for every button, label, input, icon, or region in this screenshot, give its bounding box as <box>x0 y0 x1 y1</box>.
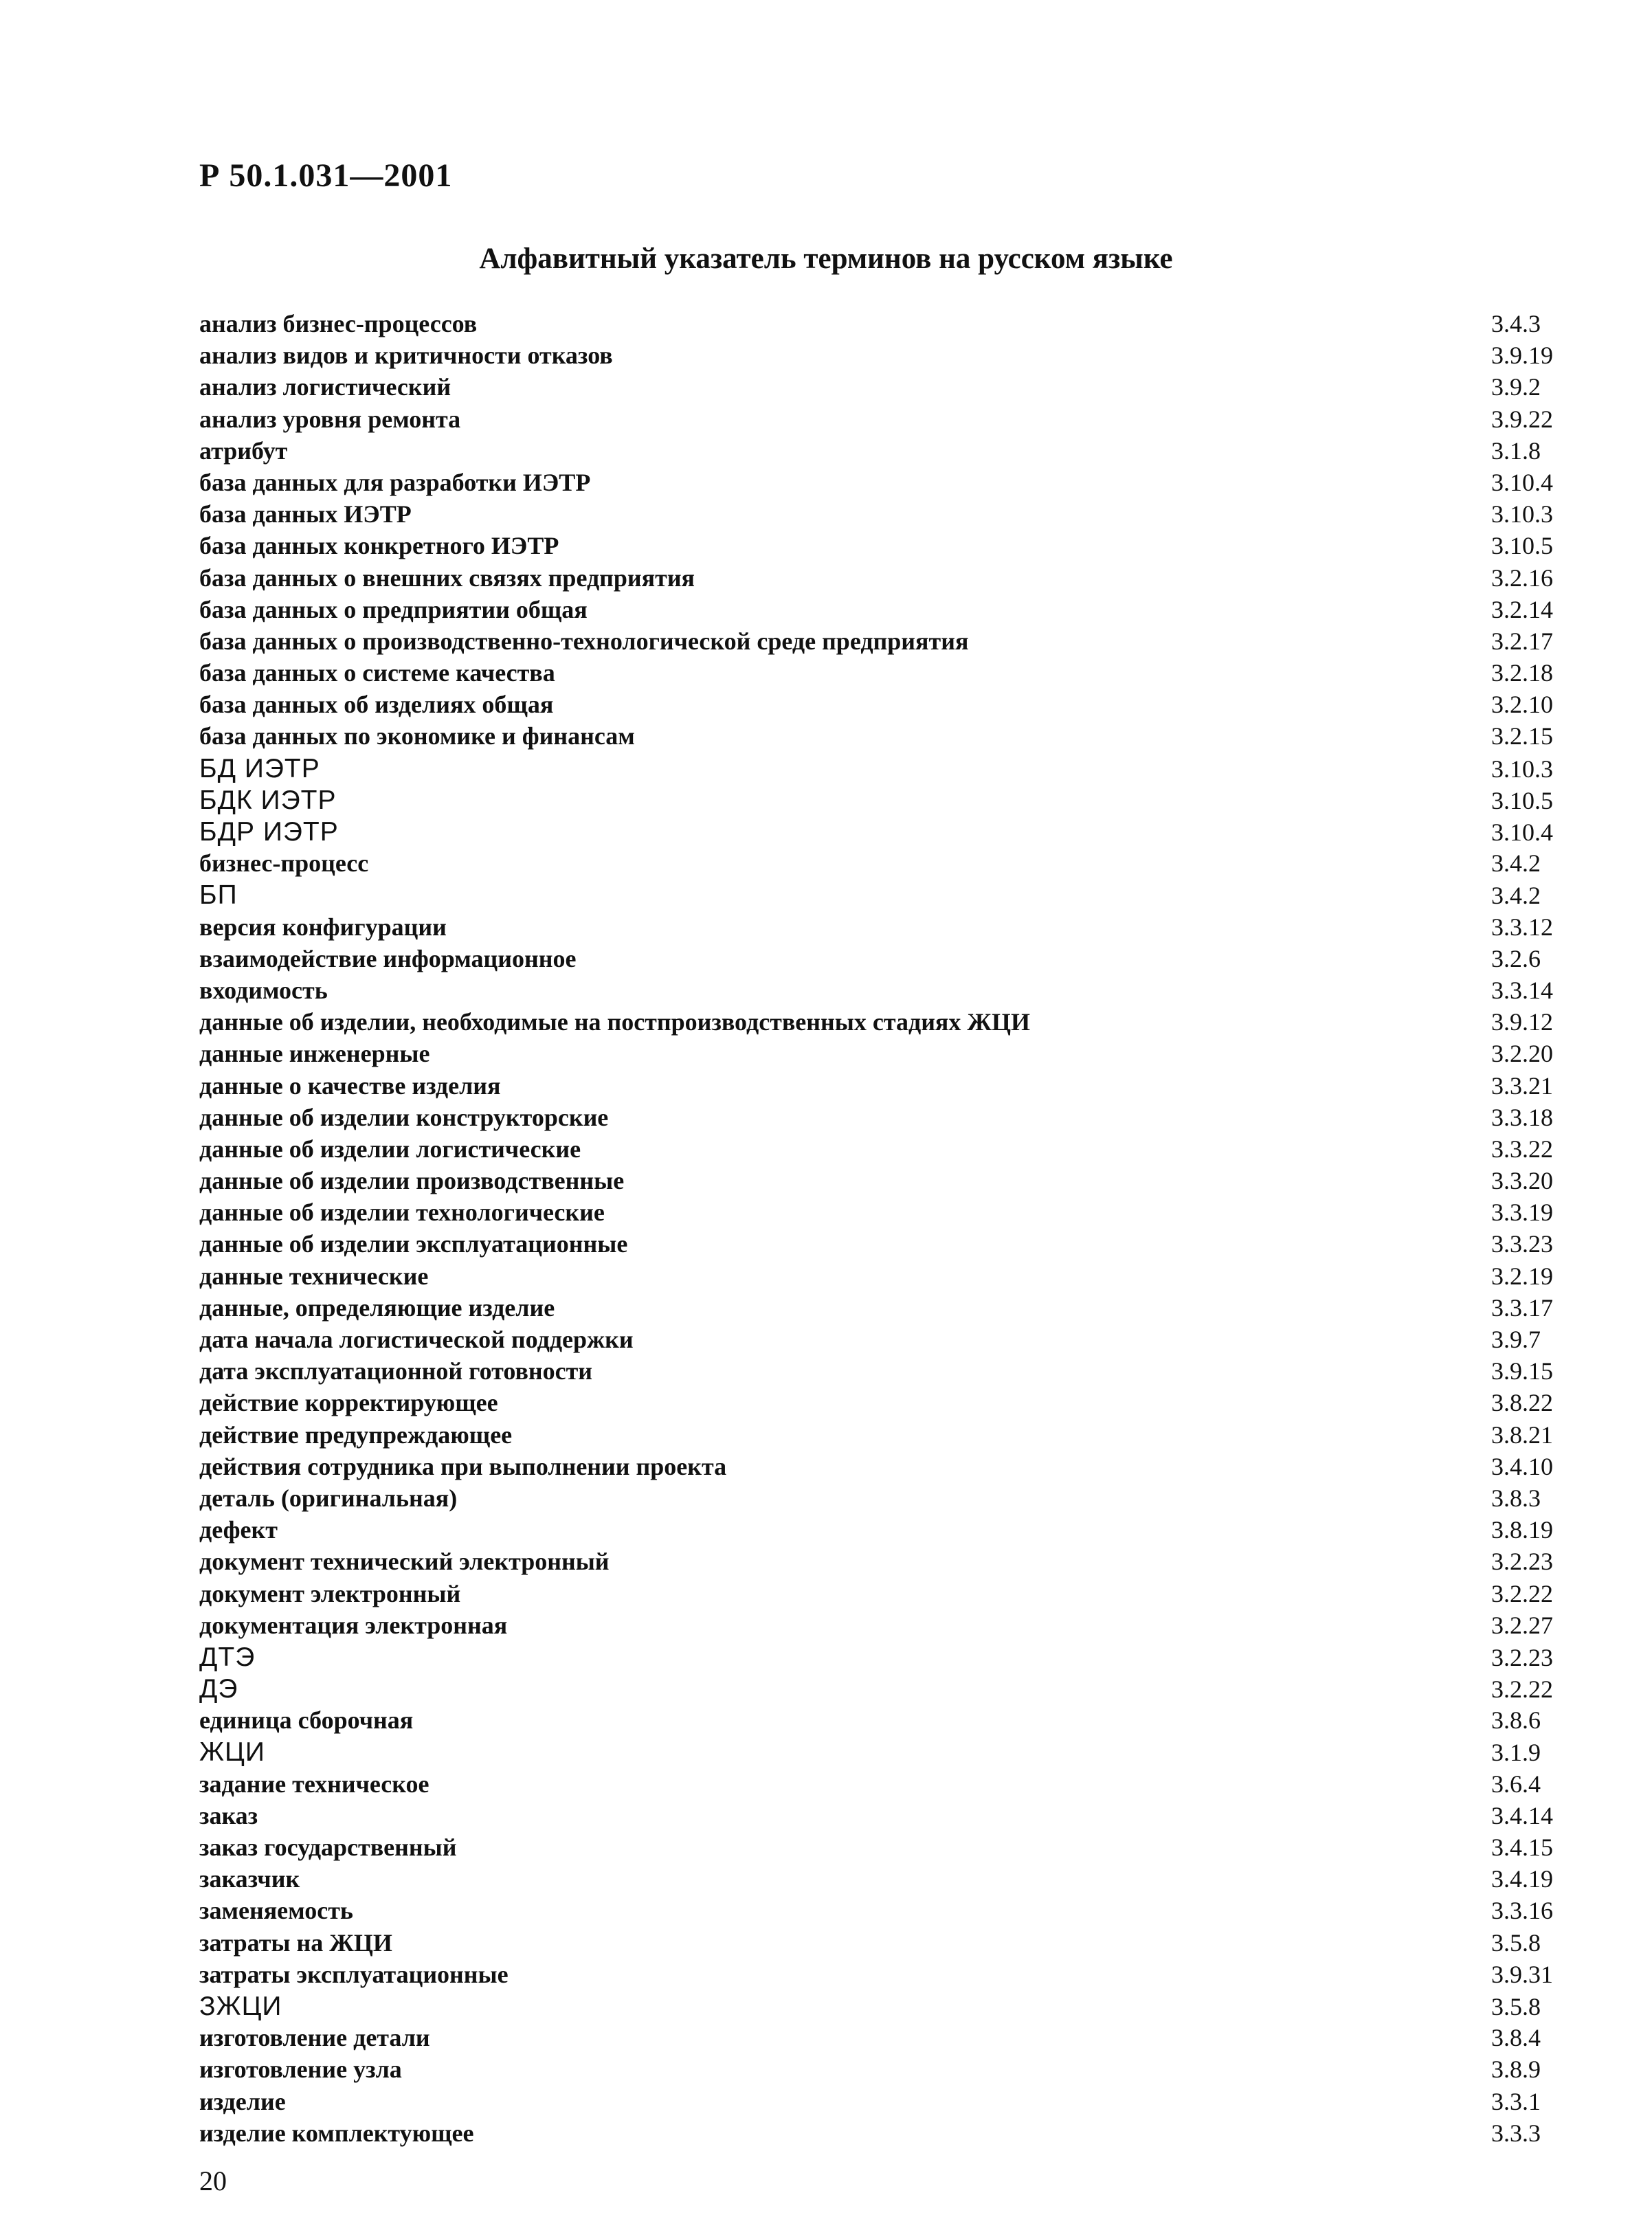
index-entry <box>199 754 1567 786</box>
index-reference: 3.4.19 <box>1491 1865 1553 1893</box>
index-term: ДЭ <box>199 1674 238 1704</box>
index-reference: 3.8.9 <box>1491 2056 1541 2084</box>
index-entry <box>199 1579 1567 1611</box>
index-entry <box>199 468 1567 500</box>
index-entry <box>199 1770 1567 1801</box>
index-entry <box>199 1896 1567 1928</box>
index-term: заменяемость <box>199 1897 353 1925</box>
index-term: база данных об изделиях общая <box>199 691 554 719</box>
index-reference: 3.4.3 <box>1491 310 1541 337</box>
index-entry <box>199 880 1567 912</box>
index-reference: 3.3.3 <box>1491 2119 1541 2147</box>
index-reference: 3.8.6 <box>1491 1706 1541 1735</box>
index-entry <box>199 1452 1567 1484</box>
index-reference: 3.5.8 <box>1491 1992 1541 2020</box>
index-reference: 3.10.4 <box>1491 468 1553 496</box>
index-entry <box>199 1706 1567 1737</box>
index-term: дата эксплуатационной готовности <box>199 1357 593 1385</box>
index-entry <box>199 1515 1567 1547</box>
index-entry <box>199 722 1567 753</box>
index-reference: 3.9.2 <box>1491 373 1541 401</box>
index-reference: 3.3.14 <box>1491 976 1553 1004</box>
index-term: изготовление узла <box>199 2056 402 2084</box>
index-reference: 3.2.19 <box>1491 1262 1553 1290</box>
index-entry <box>199 1293 1567 1325</box>
index-entry <box>199 1737 1567 1769</box>
index-entry <box>199 1039 1567 1071</box>
index-term: версия конфигурации <box>199 913 447 941</box>
index-entry <box>199 1928 1567 1960</box>
index-reference: 3.3.12 <box>1491 913 1553 941</box>
index-term: данные об изделии производственные <box>199 1167 625 1195</box>
index-entry <box>199 1992 1567 2023</box>
index-reference: 3.9.15 <box>1491 1357 1553 1385</box>
index-entry <box>199 1388 1567 1420</box>
index-reference: 3.2.18 <box>1491 659 1553 687</box>
index-term: дефект <box>199 1516 278 1544</box>
index-term: действие корректирующее <box>199 1389 498 1417</box>
index-title: Алфавитный указатель терминов на русском языке <box>479 243 1173 275</box>
index-term: анализ логистический <box>199 373 451 401</box>
index-term: заказ <box>199 1801 258 1829</box>
index-term: взаимодействие информационное <box>199 944 577 972</box>
index-reference: 3.3.19 <box>1491 1199 1553 1227</box>
index-reference: 3.4.10 <box>1491 1452 1553 1480</box>
index-reference: 3.9.31 <box>1491 1960 1553 1988</box>
index-entry <box>199 564 1567 595</box>
index-entry <box>199 1484 1567 1515</box>
index-reference: 3.8.4 <box>1491 2024 1541 2052</box>
index-reference: 3.5.8 <box>1491 1928 1541 1957</box>
index-term: заказчик <box>199 1865 300 1893</box>
index-reference: 3.9.19 <box>1491 342 1553 370</box>
index-reference: 3.2.23 <box>1491 1548 1553 1576</box>
index-entry <box>199 2087 1567 2119</box>
index-entry <box>199 976 1567 1007</box>
index-entry <box>199 1262 1567 1293</box>
index-reference: 3.4.2 <box>1491 849 1541 878</box>
index-entry <box>199 1421 1567 1452</box>
index-reference: 3.3.20 <box>1491 1167 1553 1195</box>
index-term: изготовление детали <box>199 2024 430 2052</box>
index-term: база данных о внешних связях предприятия <box>199 564 695 592</box>
index-reference: 3.10.3 <box>1491 500 1553 528</box>
index-reference: 3.2.17 <box>1491 627 1553 655</box>
index-reference: 3.2.20 <box>1491 1040 1553 1068</box>
index-term: данные о качестве изделия <box>199 1071 501 1100</box>
index-term: ЖЦИ <box>199 1737 265 1768</box>
index-reference: 3.10.3 <box>1491 755 1553 783</box>
index-reference: 3.3.1 <box>1491 2087 1541 2115</box>
index-term: БП <box>199 880 238 911</box>
index-reference: 3.8.19 <box>1491 1516 1553 1544</box>
index-reference: 3.4.14 <box>1491 1801 1553 1829</box>
index-entry <box>199 1325 1567 1357</box>
index-entry <box>199 1864 1567 1896</box>
index-term: база данных по экономике и финансам <box>199 722 635 750</box>
index-entry <box>199 405 1567 436</box>
index-entry <box>199 500 1567 531</box>
index-entry <box>199 627 1567 658</box>
index-term: база данных о предприятии общая <box>199 595 588 623</box>
index-term: данные инженерные <box>199 1040 430 1068</box>
index-term: анализ видов и критичности отказов <box>199 342 613 370</box>
index-term: документ электронный <box>199 1579 461 1607</box>
index-reference: 3.2.23 <box>1491 1643 1553 1671</box>
index-reference: 3.9.7 <box>1491 1326 1541 1353</box>
index-entry <box>199 1071 1567 1103</box>
index-term: анализ уровня ремонта <box>199 405 461 433</box>
index-reference: 3.3.23 <box>1491 1230 1553 1258</box>
index-term: данные об изделии технологические <box>199 1199 605 1227</box>
index-term: изделие <box>199 2087 286 2115</box>
index-entry <box>199 849 1567 880</box>
index-term: действие предупреждающее <box>199 1421 513 1449</box>
index-term: данные технические <box>199 1262 429 1290</box>
index-term: БДР ИЭТР <box>199 817 339 847</box>
index-term: данные об изделии, необходимые на постпроизводственных стадиях ЖЦИ <box>199 1008 1031 1036</box>
index-entry <box>199 531 1567 563</box>
index-reference: 3.2.14 <box>1491 595 1553 623</box>
index-entry <box>199 309 1567 341</box>
index-term: БДК ИЭТР <box>199 785 337 815</box>
index-entry <box>199 1007 1567 1039</box>
index-term: документ технический электронный <box>199 1548 610 1576</box>
index-term: ЗЖЦИ <box>199 1991 282 2021</box>
index-reference: 3.1.9 <box>1491 1739 1541 1767</box>
index-reference: 3.1.8 <box>1491 436 1541 465</box>
index-term: БД ИЭТР <box>199 753 320 783</box>
index-entry <box>199 817 1567 849</box>
index-entry <box>199 1801 1567 1833</box>
index-reference: 3.3.22 <box>1491 1135 1553 1163</box>
index-reference: 3.3.17 <box>1491 1293 1553 1322</box>
index-term: база данных для разработки ИЭТР <box>199 468 591 496</box>
index-term: данные, определяющие изделие <box>199 1293 555 1322</box>
index-reference: 3.10.5 <box>1491 786 1553 814</box>
index-reference: 3.4.2 <box>1491 882 1541 910</box>
index-term: затраты на ЖЦИ <box>199 1928 392 1957</box>
index-entry <box>199 1166 1567 1198</box>
index-term: атрибут <box>199 436 288 465</box>
index-reference: 3.2.10 <box>1491 691 1553 719</box>
index-reference: 3.2.22 <box>1491 1675 1553 1704</box>
index-entry <box>199 1833 1567 1864</box>
index-term: данные об изделии эксплуатационные <box>199 1230 628 1258</box>
index-term: действия сотрудника при выполнении проекта <box>199 1452 727 1480</box>
index-reference: 3.10.5 <box>1491 532 1553 560</box>
index-term: ДТЭ <box>199 1642 256 1672</box>
index-entry <box>199 1103 1567 1135</box>
index-term: задание техническое <box>199 1770 429 1798</box>
index-reference: 3.8.22 <box>1491 1389 1553 1417</box>
index-term: база данных о производственно-технологической среде предприятия <box>199 627 969 655</box>
index-reference: 3.6.4 <box>1491 1770 1541 1798</box>
index-term: данные об изделии логистические <box>199 1135 581 1163</box>
index-entry <box>199 1198 1567 1229</box>
index-entry <box>199 2055 1567 2086</box>
index-term: анализ бизнес-процессов <box>199 310 478 337</box>
page-number: 20 <box>199 2165 227 2196</box>
index-reference: 3.9.22 <box>1491 405 1553 433</box>
index-reference: 3.3.18 <box>1491 1103 1553 1131</box>
index-entry <box>199 595 1567 627</box>
index-reference: 3.8.21 <box>1491 1421 1553 1449</box>
index-reference: 3.2.27 <box>1491 1611 1553 1639</box>
index-entry <box>199 658 1567 690</box>
index-term: база данных конкретного ИЭТР <box>199 532 559 560</box>
index-reference: 3.3.16 <box>1491 1897 1553 1925</box>
index-reference: 3.2.16 <box>1491 564 1553 592</box>
document-code: Р 50.1.031—2001 <box>199 157 453 194</box>
index-term: заказ государственный <box>199 1834 457 1861</box>
index-reference: 3.9.12 <box>1491 1008 1553 1036</box>
term-index-list <box>199 309 1567 2150</box>
index-term: входимость <box>199 976 328 1004</box>
index-reference: 3.2.6 <box>1491 944 1541 972</box>
index-entry <box>199 1674 1567 1706</box>
index-entry <box>199 786 1567 817</box>
index-entry <box>199 2023 1567 2055</box>
index-entry <box>199 1357 1567 1388</box>
index-entry <box>199 1611 1567 1642</box>
index-term: дата начала логистической поддержки <box>199 1326 634 1353</box>
index-term: затраты эксплуатационные <box>199 1960 509 1988</box>
index-term: изделие комплектующее <box>199 2119 474 2147</box>
index-reference: 3.2.15 <box>1491 722 1553 750</box>
index-term: документация электронная <box>199 1611 508 1639</box>
index-entry <box>199 436 1567 468</box>
index-reference: 3.4.15 <box>1491 1834 1553 1861</box>
index-entry <box>199 2119 1567 2150</box>
index-reference: 3.2.22 <box>1491 1579 1553 1607</box>
index-entry <box>199 690 1567 722</box>
index-term: единица сборочная <box>199 1706 414 1735</box>
index-entry <box>199 1135 1567 1166</box>
index-entry <box>199 1547 1567 1579</box>
index-term: бизнес-процесс <box>199 849 369 878</box>
index-entry <box>199 341 1567 372</box>
index-term: деталь (оригинальная) <box>199 1484 458 1512</box>
index-entry <box>199 944 1567 976</box>
index-reference: 3.10.4 <box>1491 818 1553 846</box>
index-reference: 3.8.3 <box>1491 1484 1541 1512</box>
index-entry <box>199 1229 1567 1261</box>
index-term: база данных ИЭТР <box>199 500 412 528</box>
index-entry <box>199 372 1567 404</box>
index-entry <box>199 1642 1567 1674</box>
index-term: данные об изделии конструкторские <box>199 1103 609 1131</box>
index-reference: 3.3.21 <box>1491 1071 1553 1100</box>
index-term: база данных о системе качества <box>199 659 555 687</box>
index-entry <box>199 913 1567 944</box>
index-entry <box>199 1960 1567 1992</box>
